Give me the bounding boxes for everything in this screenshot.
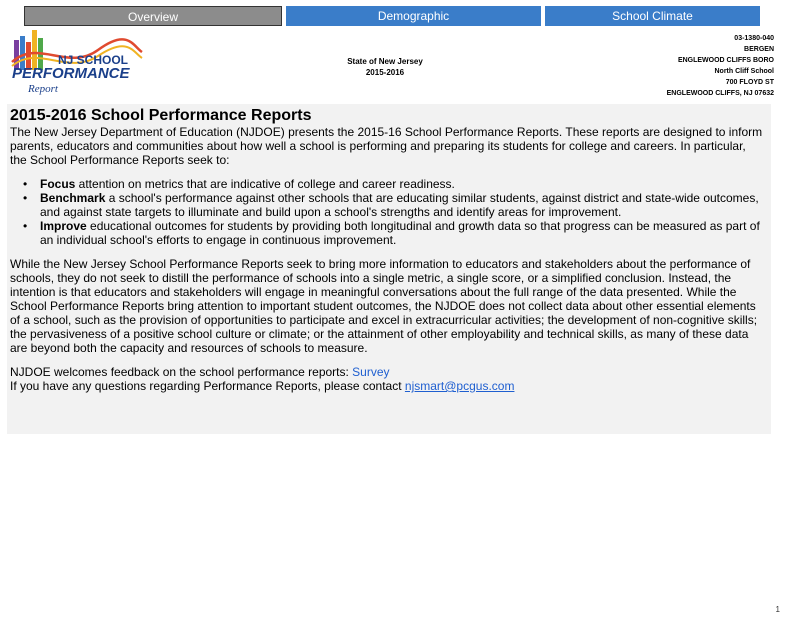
goals-list (10, 177, 765, 247)
svg-text:NJ SCHOOL: NJ SCHOOL (58, 53, 129, 67)
county-name: BERGEN (744, 46, 774, 53)
page-title: 2015-2016 School Performance Reports (10, 107, 312, 124)
bullet-icon: • (23, 191, 28, 205)
contact-text: If you have any questions regarding Performance Reports, please contact (10, 379, 405, 393)
bullet-text: attention on metrics that are indicative of college and career readiness. (75, 177, 455, 191)
tab-demographic[interactable]: Demographic (286, 6, 541, 26)
school-city: ENGLEWOOD CLIFFS, NJ 07632 (666, 90, 774, 97)
school-info (574, 33, 774, 99)
page-number: 1 (775, 605, 780, 614)
bullet-text: educational outcomes for students by providing both longitudinal and growth data so that progress can be measured as part of an individual school's efforts to engage in continuous improvement. (40, 219, 760, 247)
survey-link[interactable]: Survey (352, 365, 390, 379)
intro-paragraph: The New Jersey Department of Education (NJDOE) presents the 2015-16 School Performance Reports. These reports are designed to inform parents, educators and communities about how well a school is performing and preparing its students for college and careers. In particular, the School Performance Reports seek to: (10, 125, 763, 167)
school-street: 700 FLOYD ST (725, 79, 774, 86)
bullet-icon: • (23, 177, 28, 191)
bullet-keyword: Improve (40, 219, 87, 233)
nj-school-performance-logo (8, 28, 146, 98)
disclaimer-paragraph: While the New Jersey School Performance Reports seek to bring more information to educators and stakeholders about the performance of schools, they do not seek to distill the performance of schools into a single metric, a single score, or a simplified conclusion. Instead, the intention is that educators and stakeholders will engage in meaningful conversations about the full range of the data presented. While the School Performance Reports bring attention to important student outcomes, the NJDOE does not collect data about other essential elements of a school, such as the provision of opportunities to participate and excel in extracurricular activities; the development of non-cognitive skills; the pervasiveness of a positive school culture or climate; or the attainment of other employability and technical skills, as many of these data are beyond both the capacity and resources of schools to measure. (10, 257, 758, 355)
bullet-keyword: Focus (40, 177, 76, 191)
feedback-text: NJDOE welcomes feedback on the school performance reports: (10, 365, 353, 379)
nav-tabs (24, 6, 760, 26)
feedback-line (10, 365, 765, 379)
bullet-icon: • (23, 219, 28, 233)
bullet-text: a school's performance against other schools that are educating similar students, against district and state-wide outcomes, and against state targets to illuminate and build upon a school's strengths and identify areas for improvement. (40, 191, 759, 219)
tab-overview[interactable]: Overview (24, 6, 282, 26)
svg-text:Report: Report (28, 83, 58, 95)
contact-line (10, 379, 765, 393)
state-label: State of New Jersey (347, 57, 423, 66)
report-state-year (330, 56, 440, 78)
tab-school-climate[interactable]: School Climate (545, 6, 760, 26)
year-label: 2015-2016 (365, 68, 405, 77)
list-item (10, 177, 765, 191)
email-link[interactable]: njsmart@pcgus.com (404, 379, 515, 393)
svg-text:PERFORMANCE: PERFORMANCE (12, 65, 130, 82)
district-name: ENGLEWOOD CLIFFS BORO (677, 57, 774, 64)
list-item (10, 219, 765, 247)
bullet-keyword: Benchmark (40, 191, 106, 205)
list-item (10, 191, 765, 219)
overview-panel (7, 104, 771, 434)
logo-graphic (8, 28, 146, 98)
school-code: 03-1380-040 (734, 35, 774, 42)
school-name: North Cliff School (714, 68, 774, 75)
